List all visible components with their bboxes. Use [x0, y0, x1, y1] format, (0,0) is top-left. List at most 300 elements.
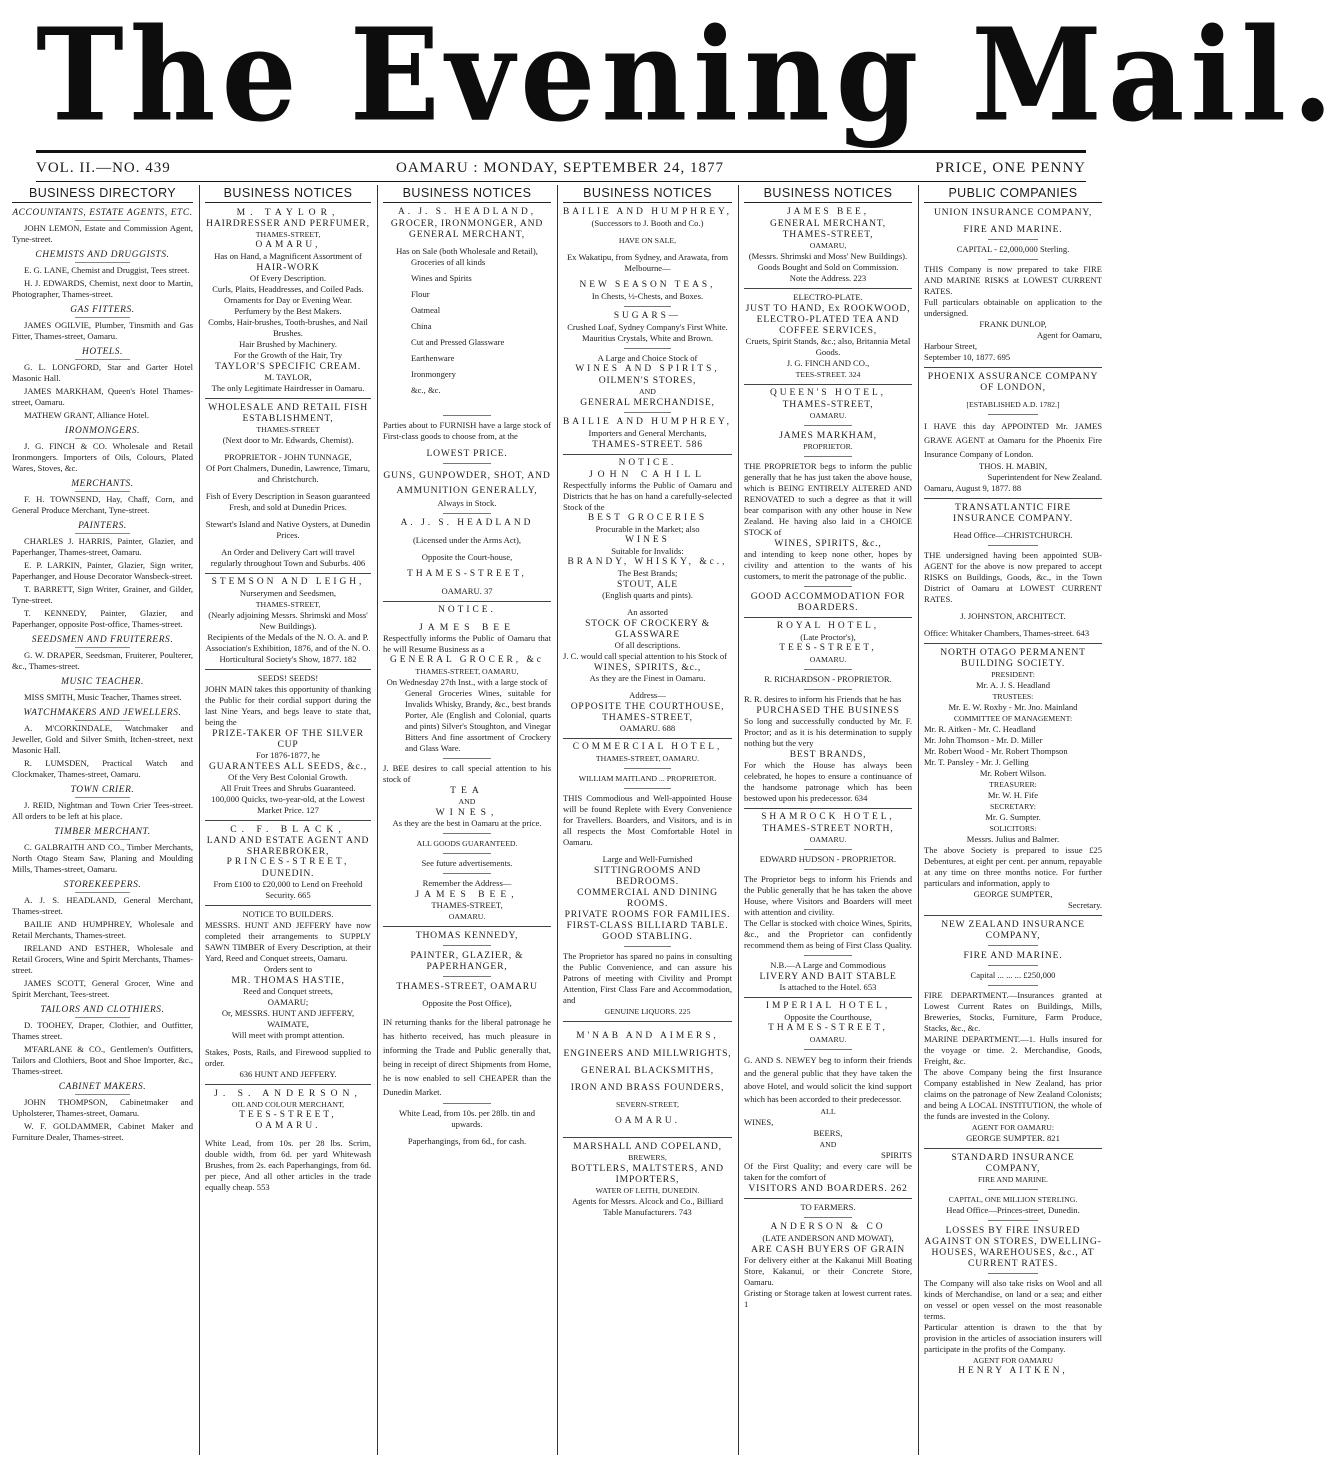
- ad-line: JOHN MAIN takes this opportunity of thanking the Public for their cordial support during the last Nine Years, and begs leave to state that, being the: [205, 684, 371, 727]
- ad-line: WATER OF LEITH, DUNEDIN.: [595, 1186, 700, 1195]
- ad-line: R. RICHARDSON - PROPRIETOR.: [764, 674, 892, 684]
- ad-line: IN returning thanks for the liberal patronage he has hitherto received, has much pleasure in informing the Trade and Public generally that, being in receipt of direct Shipments from Home, he is now enabled to sell CHEAPER than the Dunedin Market.: [383, 1017, 551, 1097]
- ad-line: Curls, Plaits, Headdresses, and Coiled Pads.: [212, 284, 364, 294]
- ad-line: Stewart's Island and Native Oysters, at Dunedin Prices.: [205, 519, 371, 540]
- queens-hotel-advertisement: [744, 388, 912, 618]
- ad-line: Mr. E. W. Roxby - Mr. Jno. Mainland: [948, 702, 1078, 712]
- ad-line: JUST TO HAND, Ex ROOKWOOD, ELECTRO-PLATED TEA AND COFFEE SERVICES,: [745, 303, 911, 336]
- ad-line: As they are the best in Oamaru at the price.: [392, 818, 542, 828]
- ad-line: Fish of Every Description in Season guaranteed Fresh, and sold at Dunedin Prices.: [205, 491, 371, 512]
- ad-line: Mauritius Crystals, White and Brown.: [581, 333, 714, 343]
- ad-line: SOLICITORS:: [989, 824, 1037, 833]
- ad-line: N.B.—A Large and Commodious: [770, 960, 886, 970]
- directory-entry: W. F. GOLDAMMER, Cabinet Maker and Furniture Dealer, Thames-street.: [12, 1121, 193, 1142]
- directory-entry: JAMES OGILVIE, Plumber, Tinsmith and Gas Fitter, Thames-street, Oamaru.: [12, 320, 193, 341]
- ad-name: M. TAYLOR,: [236, 207, 340, 218]
- ad-line: MESSRS. HUNT AND JEFFERY have now completed their arrangements to SUPPLY SAWN TIMBER of Every Description, at their Yard, Reed and Conquet streets, Oamaru.: [205, 920, 371, 963]
- ad-line: Suitable for Invalids:: [611, 546, 684, 556]
- ad-line: JAMES BEE: [419, 622, 515, 633]
- ad-line: Secretary.: [1067, 900, 1102, 910]
- ad-line: WAIMATE,: [267, 1019, 309, 1029]
- ad-line: COMMERCIAL AND DINING ROOMS.: [577, 887, 718, 909]
- ad-line: WINES, SPIRITS, &c.,: [774, 538, 882, 549]
- directory-entry: H. J. EDWARDS, Chemist, next door to Martin, Photographer, Thames-street.: [12, 278, 193, 299]
- goods-item: Ironmongery: [411, 369, 456, 379]
- ad-line: Mr. John Thomson - Mr. D. Miller: [924, 735, 1043, 745]
- ad-line: THAMES-STREET,: [782, 399, 874, 410]
- ad-line: G. AND S. NEWEY beg to inform their friends and the general public that they have taken the above Hotel, and would solicit the kind support which has been accorded to their predecessor.: [744, 1055, 912, 1104]
- seeds-advertisement: [205, 673, 371, 821]
- directory-section: [12, 784, 193, 822]
- directory-section: [12, 707, 193, 780]
- directory-heading: ACCOUNTANTS, ESTATE AGENTS, ETC.: [12, 207, 193, 221]
- ad-line: FIRE AND MARINE.: [963, 224, 1063, 235]
- column-header: PUBLIC COMPANIES: [924, 185, 1102, 203]
- directory-entry: IRELAND AND ESTHER, Wholesale and Retail Grocers, Wine and Spirit Merchants, Thames-street.: [12, 943, 193, 975]
- ad-line: Parties about to FURNISH have a large stock of First-class goods to choose from, at the: [383, 420, 551, 441]
- goods-item: Groceries of all kinds: [411, 257, 486, 267]
- ad-line: CAPITAL - £2,000,000 Sterling.: [956, 244, 1070, 254]
- ad-line: THAMES-STREET. 586: [592, 439, 703, 450]
- directory-entry: MATHEW GRANT, Alliance Hotel.: [24, 410, 149, 420]
- ad-line: WINES,: [744, 1117, 774, 1127]
- shamrock-hotel-advertisement: [744, 812, 912, 998]
- ad-line: FIRE AND MARINE.: [978, 1175, 1048, 1184]
- ad-line: OAMARU.: [809, 655, 847, 664]
- ad-line: Opposite the Court-house,: [421, 552, 513, 562]
- farmers-notice: [744, 1202, 912, 1314]
- ad-name: JAMES BEE,: [786, 207, 870, 217]
- ad-line: FRANK DUNLOP,: [979, 319, 1047, 329]
- ad-line: The above Society is prepared to issue £25 Debentures, at eight per cent. per annum, repayable at any time on three months notice. For further particulars and information, apply to: [924, 845, 1102, 888]
- ad-line: OAMARU.: [448, 912, 486, 921]
- ad-line: THIS Commodious and Well-appointed House will be found Replete with Every Convenience for Travellers. Boarders, and Visitors, and is in all respects the Most Comfortable Hotel in Oamaru.: [563, 793, 732, 847]
- ad-line: R. R. desires to inform his Friends that he has: [744, 694, 902, 704]
- ad-name: J. S. ANDERSON,: [214, 1088, 362, 1099]
- ad-line: SEVERN-STREET,: [616, 1100, 679, 1109]
- ad-line: LIVERY AND BAIT STABLE: [759, 971, 897, 982]
- column-header: BUSINESS NOTICES: [383, 185, 551, 203]
- ad-line: HAVE ON SALE,: [618, 236, 677, 245]
- ad-line: GENERAL BLACKSMITHS,: [581, 1065, 714, 1076]
- ad-line: BEST GROCERIES: [587, 513, 708, 523]
- masthead: [0, 0, 1339, 150]
- ad-line: Mr. T. Pansley - Mr. J. Gelling: [924, 757, 1029, 767]
- ad-line: COMMITTEE OF MANAGEMENT:: [953, 714, 1073, 723]
- column-header: BUSINESS NOTICES: [563, 185, 732, 203]
- column-header: BUSINESS NOTICES: [744, 185, 912, 203]
- ad-line: HAIRDRESSER AND PERFUMER,: [206, 218, 370, 229]
- directory-section: [12, 207, 193, 245]
- ad-line: Opposite the Post Office),: [422, 998, 512, 1008]
- goods-item: Cut and Pressed Glassware: [411, 337, 505, 347]
- ad-line: Paperhangings, from 6d., for cash.: [407, 1136, 527, 1146]
- kennedy-advertisement: [383, 930, 551, 1151]
- ad-name: C. F. BLACK,: [230, 824, 346, 835]
- directory-entry: T. BARRETT, Sign Writer, Grainer, and Gilder, Tyne-street.: [12, 584, 193, 605]
- ad-line: Crushed Loaf, Sydney Company's First White.: [567, 322, 728, 332]
- directory-heading: IRONMONGERS.: [12, 425, 193, 439]
- ad-line: Or, MESSRS. HUNT AND JEFFERY,: [221, 1008, 355, 1018]
- ad-line: Goods Bought and Sold on Commission.: [757, 262, 899, 272]
- directory-heading: TIMBER MERCHANT.: [12, 826, 193, 840]
- ad-line: Head Office—Princes-street, Dunedin.: [946, 1205, 1080, 1215]
- column-rule: [738, 185, 739, 1455]
- ad-name: STANDARD INSURANCE COMPANY,: [951, 1152, 1075, 1174]
- ad-line: PRIVATE ROOMS FOR FAMILIES.: [564, 909, 731, 920]
- ad-line: Ornaments for Day or Evening Wear.: [223, 295, 353, 305]
- masthead-rule: [36, 150, 1086, 153]
- ad-line: (Late Proctor's),: [800, 632, 856, 642]
- directory-heading: STOREKEEPERS.: [12, 879, 193, 893]
- dateline-bar: [36, 157, 1086, 179]
- ad-line: Combs, Hair-brushes, Tooth-brushes, and Nail Brushes.: [208, 317, 368, 338]
- ad-line: (Next door to Mr. Edwards, Chemist).: [222, 435, 354, 445]
- directory-heading: MUSIC TEACHER.: [12, 676, 193, 690]
- ad-line: VISITORS AND BOARDERS. 262: [748, 1183, 908, 1194]
- ad-line: THAMES-STREET,: [602, 712, 693, 723]
- ad-line: Of all descriptions.: [614, 640, 681, 650]
- ad-line: (English quarts and pints).: [602, 590, 693, 600]
- ad-line: I HAVE this day APPOINTED Mr. JAMES GRAVE AGENT at Oamaru for the Phoenix Fire Insurance Company of London.: [924, 421, 1102, 459]
- ad-line: GUNS, GUNPOWDER, SHOT, AND AMMUNITION GENERALLY,: [383, 470, 551, 496]
- goods-list: [383, 257, 551, 396]
- ad-line: TEA: [450, 785, 484, 796]
- ad-line: GENUINE LIQUORS. 225: [604, 1007, 691, 1016]
- building-society-advertisement: [924, 647, 1102, 916]
- ad-line: THAMES-STREET NORTH,: [762, 823, 894, 834]
- ad-line: Nurserymen and Seedsmen,: [239, 588, 337, 598]
- ad-line: PAINTER, GLAZIER, & PAPERHANGER,: [410, 950, 524, 972]
- ad-line: On Wednesday 27th Inst., with a large stock of: [386, 677, 548, 687]
- ad-line: Stakes, Posts, Rails, and Firewood supplied to order.: [205, 1047, 371, 1068]
- ad-line: (Successors to J. Booth and Co.): [591, 218, 704, 228]
- directory-heading: PAINTERS.: [12, 520, 193, 534]
- goods-item: Earthenware: [411, 353, 455, 363]
- ad-line: For which the House has always been celebrated, he hopes to ensure a continuance of the handsome patronage which has been bestowed upon his predecessor. 634: [744, 760, 912, 803]
- column-rule: [377, 185, 378, 1455]
- ad-line: So long and successfully conducted by Mr. F. Proctor; and as it is his determination to supply nothing but the very: [744, 716, 912, 748]
- ad-line: (Licensed under the Arms Act),: [412, 535, 522, 545]
- ad-line: NEW SEASON TEAS,: [579, 280, 716, 290]
- business-notices-column-3: [563, 185, 732, 1455]
- ad-line: A. J. S. HEADLAND: [400, 518, 534, 528]
- goods-item: Flour: [411, 289, 430, 299]
- ad-line: HAIR-WORK: [256, 262, 320, 273]
- ad-line: GENERAL MERCHANT,: [770, 218, 886, 229]
- ad-line: (Nearly adjoining Messrs. Shrimski and Moss' New Buildings).: [208, 610, 368, 631]
- imperial-hotel-advertisement: [744, 1001, 912, 1199]
- ad-name: TRANSATLANTIC FIRE INSURANCE COMPANY.: [953, 502, 1073, 524]
- directory-heading: CHEMISTS AND DRUGGISTS.: [12, 249, 193, 263]
- ad-line: Large and Well-Furnished: [602, 854, 693, 864]
- ad-line: Has on Hand, a Magnificent Assortment of: [214, 251, 362, 261]
- ad-line: ALL: [820, 1107, 836, 1116]
- ad-line: Of Port Chalmers, Dunedin, Lawrence, Timaru, and Christchurch.: [206, 463, 370, 484]
- directory-entry: E. P. LARKIN, Painter, Glazier, Sign writer, Paperhanger, and House Decorator Wansbeck-street.: [12, 560, 193, 581]
- directory-section: [12, 478, 193, 516]
- ad-name: ROYAL HOTEL,: [776, 621, 880, 631]
- black-advertisement: [205, 824, 371, 906]
- ad-line: THOS. H. MABIN,: [978, 461, 1048, 471]
- ad-line: THAMES-STREET,: [407, 569, 527, 579]
- ad-line: TREASURER:: [989, 780, 1037, 789]
- ad-line: As they are the Finest in Oamaru.: [589, 673, 706, 683]
- ad-line: For delivery either at the Kakanui Mill Boating Store, Kakanui, or their Concrete Store, Oamaru.: [744, 1255, 912, 1287]
- ad-line: WINES: [625, 535, 670, 545]
- ad-line: GENERAL MERCHANT,: [409, 229, 525, 240]
- ad-name: THOMAS KENNEDY,: [415, 930, 519, 941]
- ad-line: Particular attention is drawn to the that by provision in the articles of association insurers will participate in the profits of the Company.: [924, 1322, 1102, 1354]
- directory-entry: JOHN THOMPSON, Cabinetmaker and Upholsterer, Thames-street, Oamaru.: [12, 1097, 193, 1118]
- ad-line: ARE CASH BUYERS OF GRAIN: [750, 1244, 906, 1255]
- directory-entry: A. M'CORKINDALE, Watchmaker and Jeweller, Gold and Silver Smith, Itchen-street, next Masonic Hall.: [12, 723, 193, 755]
- ad-line: PRIZE-TAKER OF THE SILVER CUP: [212, 728, 364, 750]
- ad-line: ENGINEERS AND MILLWRIGHTS,: [563, 1048, 732, 1059]
- issue-date: OAMARU : MONDAY, SEPTEMBER 24, 1877: [396, 160, 724, 176]
- ad-line: PRESIDENT:: [991, 670, 1035, 679]
- ad-line: JOHN CAHILL: [588, 469, 707, 480]
- ad-line: SHAREBROKER,: [246, 846, 330, 857]
- ad-line: PROPRIETOR - JOHN TUNNAGE,: [224, 452, 352, 462]
- james-bee-merchant-advertisement: [744, 207, 912, 289]
- finch-electro-plate-advertisement: [744, 292, 912, 385]
- ad-line: OAMARU;: [267, 997, 309, 1007]
- ad-line: Mr. A. J. S. Headland: [976, 680, 1050, 690]
- ad-line: and intending to keep none other, hopes by civility and attention to the wants of his customers, to merit the patronage of the public.: [744, 549, 912, 581]
- ad-line: OPPOSITE THE COURTHOUSE,: [570, 701, 725, 712]
- ad-line: WINES,: [435, 807, 499, 818]
- directory-entry: T. KENNEDY, Painter, Glazier, and Paperhanger, opposite Post-office, Thames-street.: [12, 608, 193, 629]
- ad-line: AGENT FOR OAMARU:: [971, 1123, 1055, 1132]
- ad-line: Perfumery by the Best Makers.: [234, 306, 342, 316]
- ad-line: AND: [458, 797, 476, 806]
- ad-line: HENRY AITKEN,: [958, 1366, 1068, 1376]
- ad-line: OAMARU.: [809, 1035, 847, 1044]
- ad-line: GUARANTEES ALL SEEDS, &c.,: [209, 761, 367, 772]
- directory-heading: MERCHANTS.: [12, 478, 193, 492]
- ad-line: Note the Address. 223: [789, 273, 867, 283]
- ad-line: SECRETARY:: [990, 802, 1036, 811]
- ad-line: GEORGE SUMPTER. 821: [966, 1133, 1060, 1143]
- royal-hotel-advertisement: [744, 621, 912, 809]
- ad-line: J. JOHNSTON, ARCHITECT.: [960, 611, 1066, 621]
- standard-insurance-advertisement: [924, 1152, 1102, 1381]
- ad-line: FIRST-CLASS BILLIARD TABLE.: [566, 920, 729, 931]
- ad-line: TEES-STREET. 324: [795, 370, 861, 379]
- ad-line: TAYLOR'S SPECIFIC CREAM.: [215, 361, 361, 372]
- ad-line: EDWARD HUDSON - PROPRIETOR.: [759, 854, 897, 864]
- ad-line: THAMES-STREET,: [431, 900, 503, 910]
- ad-name: COMMERCIAL HOTEL,: [572, 742, 723, 752]
- directory-section: [12, 304, 193, 342]
- ad-line: Mr. W. H. Fife: [987, 790, 1039, 800]
- ad-line: Oamaru, August 9, 1877. 88: [924, 483, 1022, 493]
- phoenix-assurance-advertisement: [924, 371, 1102, 499]
- builders-notice: [205, 909, 371, 1085]
- ad-line: TEES-STREET,: [779, 643, 877, 653]
- directory-entry: G. W. DRAPER, Seedsman, Fruiterer, Poulterer, &c., Thames-street.: [12, 650, 193, 671]
- directory-entry: G. L. LONGFORD, Star and Garter Hotel Masonic Hall.: [12, 362, 193, 383]
- column-header: BUSINESS NOTICES: [205, 185, 371, 203]
- directory-section: [12, 634, 193, 672]
- ad-line: DUNEDIN.: [261, 868, 315, 879]
- ad-line: TEES-STREET, OAMARU.: [239, 1110, 337, 1131]
- price: PRICE, ONE PENNY: [935, 160, 1086, 176]
- ad-name: QUEEN'S HOTEL,: [769, 388, 887, 398]
- ad-line: IRON AND BRASS FOUNDERS,: [570, 1082, 725, 1093]
- ad-line: General Groceries Wines, suitable for Invalids Whisky, Brandy, &c., best brands Porter, Ale (English and Colonial, quarts and pints) Silver's Stoughton, and Vinegar Bitters And fine assortment of Crockery and Glass Ware.: [405, 688, 551, 753]
- ad-name: IMPERIAL HOTEL,: [765, 1001, 891, 1011]
- ad-line: FIRE DEPARTMENT.—Insurances granted at Lowest Current Rates on Buildings, Mills, Breweries, Stocks, Furniture, Farm Produce, Stacks, &c., &c.: [924, 990, 1102, 1033]
- ad-line: Capital ... ... ... £250,000: [970, 970, 1056, 980]
- ad-line: White Lead, from 10s. per 28 lbs. Scrim, double width, from 6d. per yard Whitewash Brushes, from 2s. each Paperhangings, from 6d. per piece, And all other articles in the trade equally cheap. 553: [205, 1138, 371, 1192]
- ad-line: THAMES-STREET,: [782, 229, 874, 240]
- ad-line: OAMARU,: [255, 240, 321, 250]
- ad-line: The Best Brands;: [617, 568, 678, 578]
- ad-line: Mr. Robert Wilson.: [979, 768, 1047, 778]
- column-header: BUSINESS DIRECTORY: [12, 185, 193, 203]
- ad-line: OAMARU.: [809, 411, 847, 420]
- ad-name: M'NAB AND AIMERS,: [576, 1031, 719, 1041]
- ad-line: AND: [639, 387, 656, 396]
- marshall-copeland-advertisement: [563, 1141, 732, 1222]
- directory-entry: JAMES SCOTT, General Grocer, Wine and Spirit Merchant, Tees-street.: [12, 978, 193, 999]
- ad-line: WINES AND SPIRITS,: [575, 364, 720, 374]
- ad-line: A Large and Choice Stock of: [597, 353, 698, 363]
- ad-line: BEST BRANDS,: [789, 749, 867, 760]
- ad-line: Head Office—CHRISTCHURCH.: [953, 530, 1073, 540]
- ad-line: Mr. Robert Wood - Mr. Robert Thompson: [924, 746, 1068, 756]
- directory-entry: JAMES MARKHAM, Queen's Hotel Thames-street, Oamaru.: [12, 386, 193, 407]
- ad-line: The only Legitimate Hairdresser in Oamaru.: [211, 383, 365, 393]
- directory-section: [12, 249, 193, 300]
- ad-line: PROPRIETOR.: [803, 442, 853, 451]
- directory-entry: M'FARLANE & CO., Gentlemen's Outfitters, Tailors and Clothiers, Boot and Shoe Importer, &c., Thames-street.: [12, 1044, 193, 1076]
- ad-line: J. G. FINCH AND CO.,: [786, 358, 870, 368]
- ad-line: GEORGE SUMPTER,: [973, 889, 1053, 899]
- ad-line: Respectfully informs the Public of Oamaru that he will Resume Business as a: [383, 633, 551, 654]
- directory-entry: R. LUMSDEN, Practical Watch and Clockmaker, Thames-street, Oamaru.: [12, 758, 193, 779]
- ad-line: Importers and General Merchants,: [588, 428, 707, 438]
- ad-name: SHAMROCK HOTEL,: [761, 812, 895, 822]
- ad-line: JAMES MARKHAM,: [779, 430, 877, 441]
- directory-entry: D. TOOHEY, Draper, Clothier, and Outfitter, Thames street.: [12, 1020, 193, 1041]
- ad-line: LOWEST PRICE.: [426, 448, 508, 459]
- ad-line: September 10, 1877. 695: [924, 352, 1011, 362]
- directory-list: [12, 207, 193, 1143]
- volume-number: VOL. II.—NO. 439: [36, 160, 171, 176]
- goods-item: Wines and Spirits: [411, 273, 472, 283]
- directory-section: [12, 1004, 193, 1077]
- ad-line: MARINE DEPARTMENT.—1. Hulls insured for the voyage or time. 2. Merchandise, Goods, Freight, &c.: [924, 1034, 1102, 1066]
- ad-line: OIL AND COLOUR MERCHANT,: [231, 1100, 345, 1109]
- goods-item: Oatmeal: [411, 305, 441, 315]
- ad-line: All Fruit Trees and Shrubs Guaranteed.: [220, 783, 356, 793]
- directory-section: [12, 676, 193, 703]
- ad-line: GOOD ACCOMMODATION FOR BOARDERS.: [750, 591, 906, 613]
- ad-line: OILMEN'S STORES,: [598, 375, 697, 386]
- ad-line: Superintendent for New Zealand.: [987, 472, 1102, 482]
- directory-entry: JOHN LEMON, Estate and Commission Agent, Tyne-street.: [12, 223, 193, 244]
- column-rule: [199, 185, 200, 1455]
- directory-entry: J. G. FINCH & CO. Wholesale and Retail Ironmongers. Importers of Oils, Colours, Plated Wares, Stoves, &c.: [12, 441, 193, 473]
- ad-line: THAMES-STREET,: [768, 1023, 888, 1033]
- ad-line: White Lead, from 10s. per 28lb. tin and upwards.: [398, 1108, 536, 1129]
- directory-heading: SEEDSMEN AND FRUITERERS.: [12, 634, 193, 648]
- ad-line: OAMARU.: [809, 835, 847, 844]
- ad-line: From £100 to £20,000 to Lend on Freehold Security. 665: [213, 879, 363, 900]
- ad-line: BREWERS,: [628, 1153, 667, 1162]
- ad-line: THAMES-STREET, OAMARU,: [415, 667, 519, 676]
- ad-line: OAMARU,: [809, 241, 847, 250]
- ad-line: Of the Very Best Colonial Growth.: [228, 772, 348, 782]
- nz-insurance-advertisement: [924, 919, 1102, 1149]
- ad-line: Orders sent to: [263, 964, 313, 974]
- taylor-advertisement: [205, 207, 371, 399]
- ad-line: The Proprietor begs to inform his Friends and the Public generally that he has taken the above House, where Visitors and Boarders will meet with attention and civility.: [744, 874, 912, 917]
- directory-section: [12, 1081, 193, 1143]
- ad-name: NOTICE.: [618, 458, 677, 468]
- ad-name: BAILIE AND HUMPHREY,: [563, 207, 732, 217]
- ad-name: NOTICE TO BUILDERS.: [242, 909, 334, 919]
- ad-name: NEW ZEALAND INSURANCE COMPANY,: [941, 919, 1085, 941]
- ad-line: THAMES-STREET: [256, 425, 320, 434]
- ad-line: GENERAL GROCER, &c: [390, 655, 544, 665]
- ad-line: AND: [819, 1140, 837, 1149]
- ad-line: (Messrs. Shrimski and Moss' New Buildings).: [748, 251, 908, 261]
- ad-line: 636 HUNT AND JEFFERY.: [239, 1069, 337, 1079]
- ad-name: STEMSON AND LEIGH,: [211, 577, 365, 587]
- directory-section: [12, 520, 193, 630]
- ad-line: Hair Brushed by Machinery.: [239, 339, 337, 349]
- ad-line: Of the First Quality; and every care will be taken for the comfort of: [744, 1161, 912, 1182]
- directory-heading: GAS FITTERS.: [12, 304, 193, 318]
- directory-section: [12, 346, 193, 421]
- ad-line: LOSSES BY FIRE INSURED AGAINST ON STORES, DWELLING-HOUSES, WAREHOUSES, &c., AT CURRENT RATES.: [924, 1225, 1102, 1269]
- ad-line: TRUSTEES:: [992, 692, 1034, 701]
- directory-section: [12, 425, 193, 474]
- ad-line: WILLIAM MAITLAND ... PROPRIETOR.: [578, 774, 717, 783]
- directory-entry: BAILIE AND HUMPHREY, Wholesale and Retail Merchants, Thames-street.: [12, 919, 193, 940]
- ad-line: The Company will also take risks on Wool and all kinds of Merchandise, on land or a sea; and either on vessel or open vessel on the most reasonable terms.: [924, 1278, 1102, 1321]
- directory-section: [12, 879, 193, 1000]
- ad-line: SUGARS—: [613, 311, 682, 321]
- ad-line: Agents for Messrs. Alcock and Co., Billiard Table Manufacturers. 743: [571, 1196, 724, 1217]
- ad-line: The Cellar is stocked with choice Wines, Spirits, &c., and the Proprietor can confidently recommend them as being of First Class Quality.: [744, 918, 912, 950]
- bailie-humphrey-advertisement: [563, 207, 732, 455]
- ad-line: J. C. would call special attention to his Stock of: [563, 651, 727, 661]
- ad-line: OAMARU. 37: [441, 586, 493, 596]
- ad-line: BRANDY, WHISKY, &c.,: [567, 557, 728, 567]
- ad-line: (LATE ANDERSON AND MOWAT),: [762, 1233, 894, 1243]
- ad-line: MR. THOMAS HASTIE,: [231, 975, 345, 986]
- ad-line: Remember the Address—: [422, 878, 512, 888]
- business-notices-column-2: [383, 185, 551, 1455]
- ad-line: SPIRITS: [880, 1150, 912, 1160]
- ad-line: ANDERSON & CO: [770, 1222, 886, 1232]
- ad-line: FIRE AND MARINE.: [963, 950, 1063, 961]
- ad-line: Messrs. Julius and Balmer.: [966, 834, 1060, 844]
- public-companies-column: [924, 185, 1102, 1455]
- ad-line: An Order and Delivery Cart will travel regularly throughout Town and Suburbs. 406: [210, 547, 366, 568]
- ad-name: A. J. S. HEADLAND,: [397, 207, 537, 217]
- ad-line: Harbour Street,: [924, 341, 977, 351]
- ad-line: Of Every Description.: [249, 273, 327, 283]
- ad-line: Mr. G. Sumpter.: [985, 812, 1041, 822]
- ad-line: Mr. R. Aitken - Mr. C. Headland: [924, 724, 1036, 734]
- directory-entry: CHARLES J. HARRIS, Painter, Glazier, and Paperhanger, Thames-street, Oamaru.: [12, 536, 193, 557]
